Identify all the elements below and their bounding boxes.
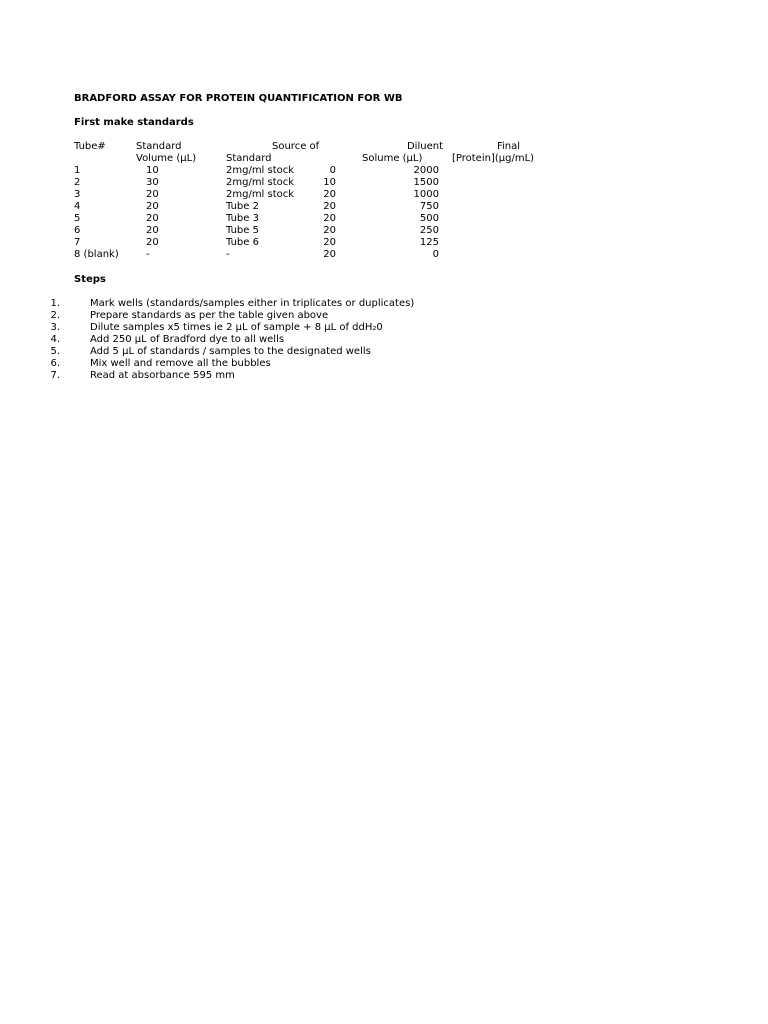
cell-source-volume: 20 — [323, 237, 336, 248]
cell-source-volume: 20 — [323, 249, 336, 260]
header-diluent-line2: Solume (µL) — [362, 153, 423, 164]
cell-source: Tube 3 — [226, 213, 259, 224]
cell-source: 2mg/ml stock — [226, 189, 295, 200]
header-standard-volume-line1: Standard — [136, 141, 182, 152]
step-text: Dilute samples x5 times ie 2 µL of sample + 8 µL of ddH₂0 — [90, 322, 383, 333]
cell-source-volume: 20 — [323, 201, 336, 212]
cell-standard-volume: 30 — [146, 177, 159, 188]
header-standard-volume-line2: Volume (µL) — [136, 153, 197, 164]
cell-tube: 1 — [74, 165, 81, 176]
step-number: 1. — [50, 298, 60, 309]
cell-source: Tube 6 — [226, 237, 259, 248]
step-text: Add 250 µL of Bradford dye to all wells — [90, 334, 285, 345]
step-text: Add 5 µL of standards / samples to the designated wells — [90, 346, 371, 357]
header-tube: Tube# — [74, 141, 106, 152]
cell-tube: 8 (blank) — [74, 249, 119, 260]
step-text: Read at absorbance 595 mm — [90, 370, 235, 381]
cell-standard-volume: 20 — [146, 189, 159, 200]
step-number: 3. — [50, 322, 60, 333]
header-final-line1: Final — [496, 141, 520, 152]
cell-diluent: 1000 — [413, 189, 439, 200]
step-number: 7. — [50, 370, 60, 381]
step-number: 5. — [50, 346, 60, 357]
cell-diluent: 750 — [419, 201, 439, 212]
cell-diluent: 1500 — [413, 177, 439, 188]
cell-diluent: 250 — [419, 225, 439, 236]
cell-standard-volume: - — [146, 249, 150, 260]
cell-diluent: 2000 — [413, 165, 439, 176]
step-number: 6. — [50, 358, 60, 369]
cell-source-volume: 20 — [323, 225, 336, 236]
cell-tube: 2 — [74, 177, 81, 188]
cell-diluent: 500 — [419, 213, 439, 224]
cell-tube: 4 — [74, 201, 81, 212]
cell-tube: 3 — [74, 189, 81, 200]
cell-standard-volume: 20 — [146, 201, 159, 212]
header-diluent-line1: Diluent — [406, 141, 443, 152]
cell-standard-volume: 10 — [146, 165, 159, 176]
header-final-line2: [Protein](µg/mL) — [452, 153, 535, 164]
cell-tube: 5 — [74, 213, 81, 224]
header-source-line2: Standard — [226, 153, 272, 164]
cell-source: - — [226, 249, 230, 260]
step-number: 4. — [50, 334, 60, 345]
cell-source-volume: 20 — [323, 189, 336, 200]
cell-standard-volume: 20 — [146, 213, 159, 224]
page-title: BRADFORD ASSAY FOR PROTEIN QUANTIFICATION FOR WB — [74, 93, 403, 104]
cell-source: Tube 2 — [226, 201, 259, 212]
step-text: Mark wells (standards/samples either in triplicates or duplicates) — [90, 298, 415, 309]
cell-diluent: 125 — [419, 237, 439, 248]
cell-standard-volume: 20 — [146, 225, 159, 236]
step-text: Prepare standards as per the table given above — [90, 310, 329, 321]
cell-diluent: 0 — [432, 249, 439, 260]
cell-source-volume: 10 — [323, 177, 336, 188]
standards-heading: First make standards — [74, 117, 194, 128]
cell-source: 2mg/ml stock — [226, 165, 295, 176]
steps-heading: Steps — [74, 274, 106, 285]
cell-source: Tube 5 — [226, 225, 259, 236]
cell-source-volume: 20 — [323, 213, 336, 224]
step-number: 2. — [50, 310, 60, 321]
cell-tube: 7 — [74, 237, 81, 248]
header-source-line1: Source of — [272, 141, 320, 152]
cell-source: 2mg/ml stock — [226, 177, 295, 188]
cell-source-volume: 0 — [329, 165, 336, 176]
cell-standard-volume: 20 — [146, 237, 159, 248]
cell-tube: 6 — [74, 225, 81, 236]
step-text: Mix well and remove all the bubbles — [90, 358, 271, 369]
